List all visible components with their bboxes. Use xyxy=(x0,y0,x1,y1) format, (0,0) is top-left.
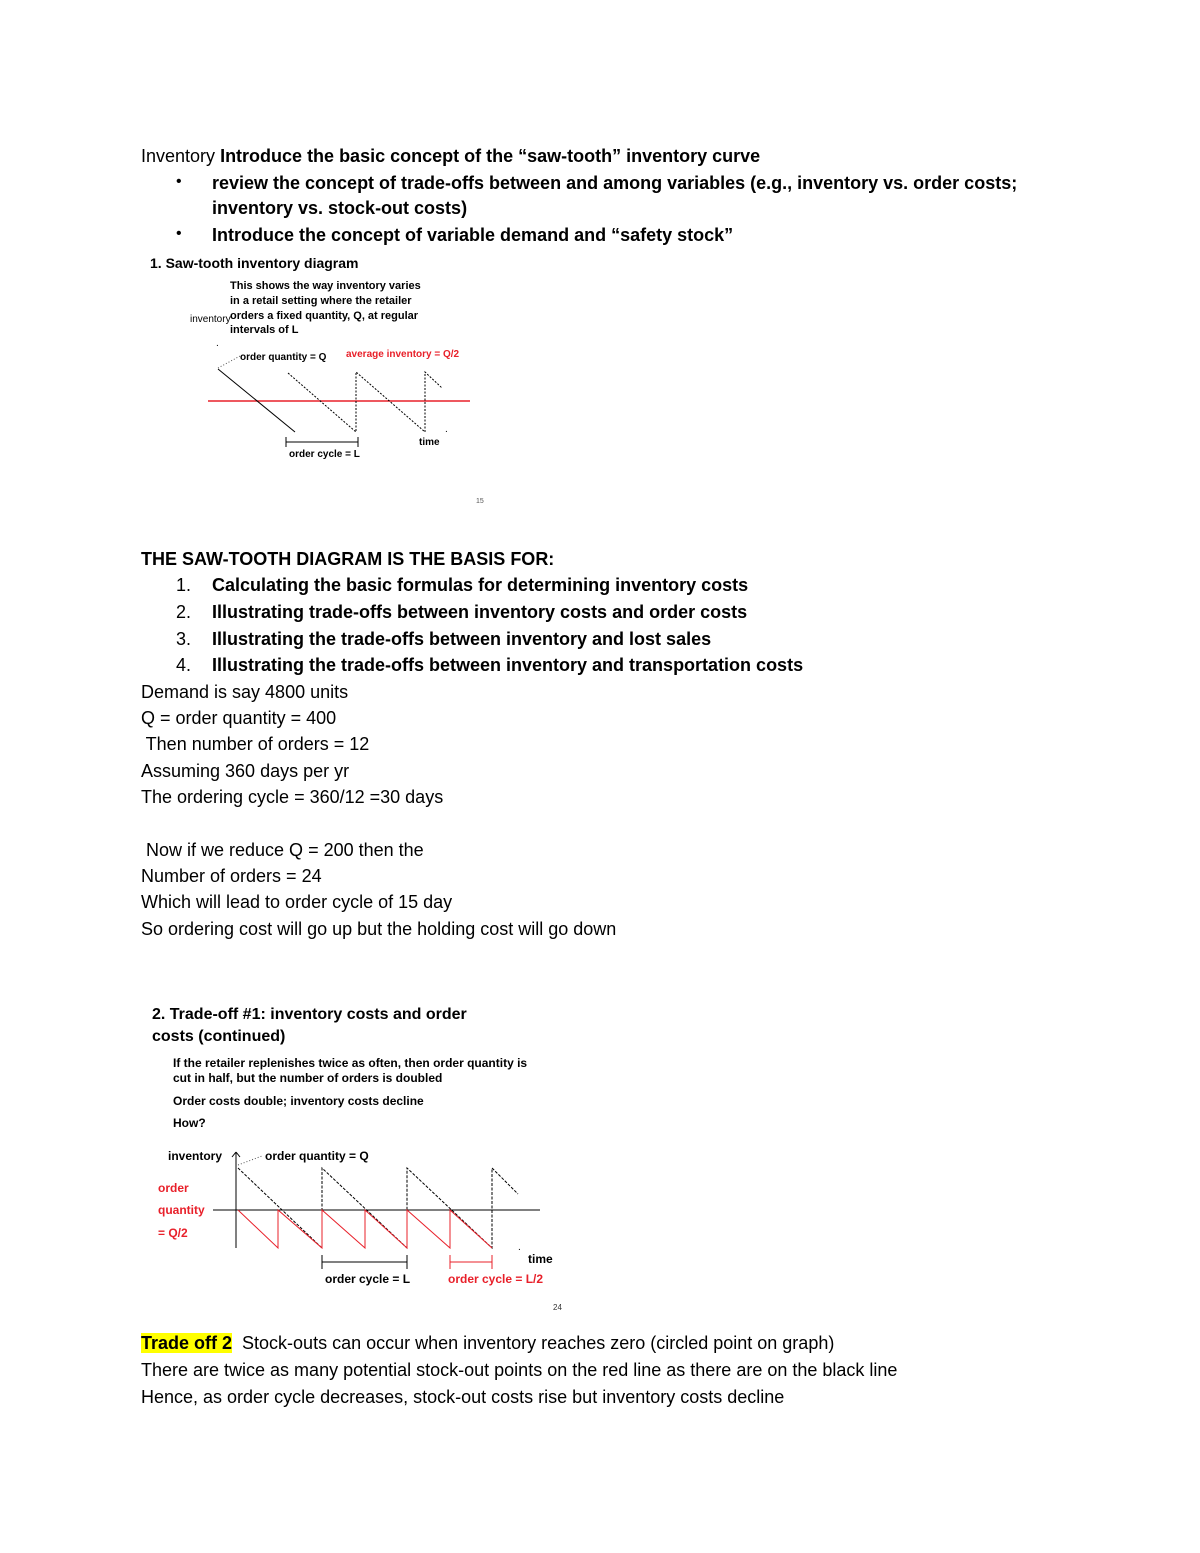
fig1-avg-inv: average inventory = Q/2 xyxy=(346,349,460,360)
list-number: 4. xyxy=(176,655,192,675)
intro-bullet: Introduce the concept of variable demand and “safety stock” xyxy=(212,225,734,245)
basis-heading: THE SAW-TOOTH DIAGRAM IS THE BASIS FOR: xyxy=(141,549,555,569)
example-line: Number of orders = 24 xyxy=(141,866,322,886)
bullet-icon: • xyxy=(176,173,182,190)
fig1-time: time xyxy=(419,437,440,448)
fig1-order-qty: order quantity = Q xyxy=(240,352,327,363)
intro-bullet-cont: inventory vs. stock-out costs) xyxy=(212,198,468,218)
tick-mark: . xyxy=(518,1242,521,1253)
tick-mark: . xyxy=(216,338,219,349)
fig1-desc: in a retail setting where the retailer xyxy=(230,295,412,307)
tradeoff2-label: Trade off 2 xyxy=(141,1333,233,1353)
tradeoff2-line xyxy=(141,1332,834,1354)
list-number: 1. xyxy=(176,575,192,595)
example-line: Then number of orders = 12 xyxy=(141,734,370,754)
tradeoff2-line2: There are twice as many potential stock-out points on the red line as there are on the black line xyxy=(141,1360,898,1380)
fig2-line4: How? xyxy=(173,1116,206,1130)
y-axis-arrow xyxy=(236,1152,240,1157)
fig2-order-qty: order quantity = Q xyxy=(265,1149,369,1163)
intro-prefix: Inventory xyxy=(141,146,216,166)
fig1-cycle: order cycle = L xyxy=(289,449,360,460)
fig2-cycle-half: order cycle = L/2 xyxy=(448,1272,544,1286)
leader-line xyxy=(238,1156,262,1165)
list-item: Illustrating the trade-offs between inventory and transportation costs xyxy=(212,655,804,675)
tradeoff2-text: Stock-outs can occur when inventory reaches zero (circled point on graph) xyxy=(232,1333,835,1353)
tick-mark: . xyxy=(445,424,448,435)
list-item: Illustrating the trade-offs between inventory and lost sales xyxy=(212,629,712,649)
fig1-page-no: 15 xyxy=(476,498,484,505)
example-line: So ordering cost will go up but the holding cost will go down xyxy=(141,919,617,939)
list-item: Illustrating trade-offs between inventory costs and order costs xyxy=(212,602,748,622)
fig2-time: time xyxy=(528,1252,553,1266)
fig2-page-no: 24 xyxy=(553,1303,562,1312)
example-line: Now if we reduce Q = 200 then the xyxy=(141,840,424,860)
fig2-line3: Order costs double; inventory costs decline xyxy=(173,1094,424,1108)
fig1-ylabel: inventory xyxy=(190,314,231,325)
fig2-red-label: = Q/2 xyxy=(158,1226,188,1240)
fig2-cycle: order cycle = L xyxy=(325,1272,411,1286)
fig2-desc: If the retailer replenishes twice as often, then order quantity is xyxy=(173,1056,528,1070)
example-line: Assuming 360 days per yr xyxy=(141,761,350,781)
example-line: Q = order quantity = 400 xyxy=(141,708,337,728)
example-line: The ordering cycle = 360/12 =30 days xyxy=(141,787,444,807)
fig2-red-label: quantity xyxy=(158,1203,205,1217)
intro-bullet: review the concept of trade-offs between and among variables (e.g., inventory vs. order costs; xyxy=(212,173,1018,193)
fig2-title: costs (continued) xyxy=(152,1028,286,1045)
tradeoff2-line3: Hence, as order cycle decreases, stock-out costs rise but inventory costs decline xyxy=(141,1387,785,1407)
fig1-desc: This shows the way inventory varies xyxy=(230,280,421,292)
example-line: Which will lead to order cycle of 15 day xyxy=(141,892,453,912)
fig1-desc: orders a fixed quantity, Q, at regular xyxy=(230,310,419,322)
list-item: Calculating the basic formulas for determining inventory costs xyxy=(212,575,749,595)
black-sawtooth-line xyxy=(238,1168,518,1248)
bullet-icon: • xyxy=(176,225,182,242)
list-number: 3. xyxy=(176,629,192,649)
fig2-title: 2. Trade-off #1: inventory costs and order xyxy=(152,1006,467,1023)
fig1-desc: intervals of L xyxy=(230,324,299,336)
fig1-title: 1. Saw-tooth inventory diagram xyxy=(150,255,359,271)
fig2-ylabel: inventory xyxy=(168,1149,223,1163)
fig2-red-label: order xyxy=(158,1181,189,1195)
list-number: 2. xyxy=(176,602,192,622)
fig2-desc: cut in half, but the number of orders is doubled xyxy=(173,1071,443,1085)
intro-heading: Introduce the basic concept of the “saw-tooth” inventory curve xyxy=(220,146,761,166)
example-line: Demand is say 4800 units xyxy=(141,682,349,702)
y-axis-arrow xyxy=(232,1152,236,1157)
red-sawtooth-line xyxy=(238,1210,492,1248)
